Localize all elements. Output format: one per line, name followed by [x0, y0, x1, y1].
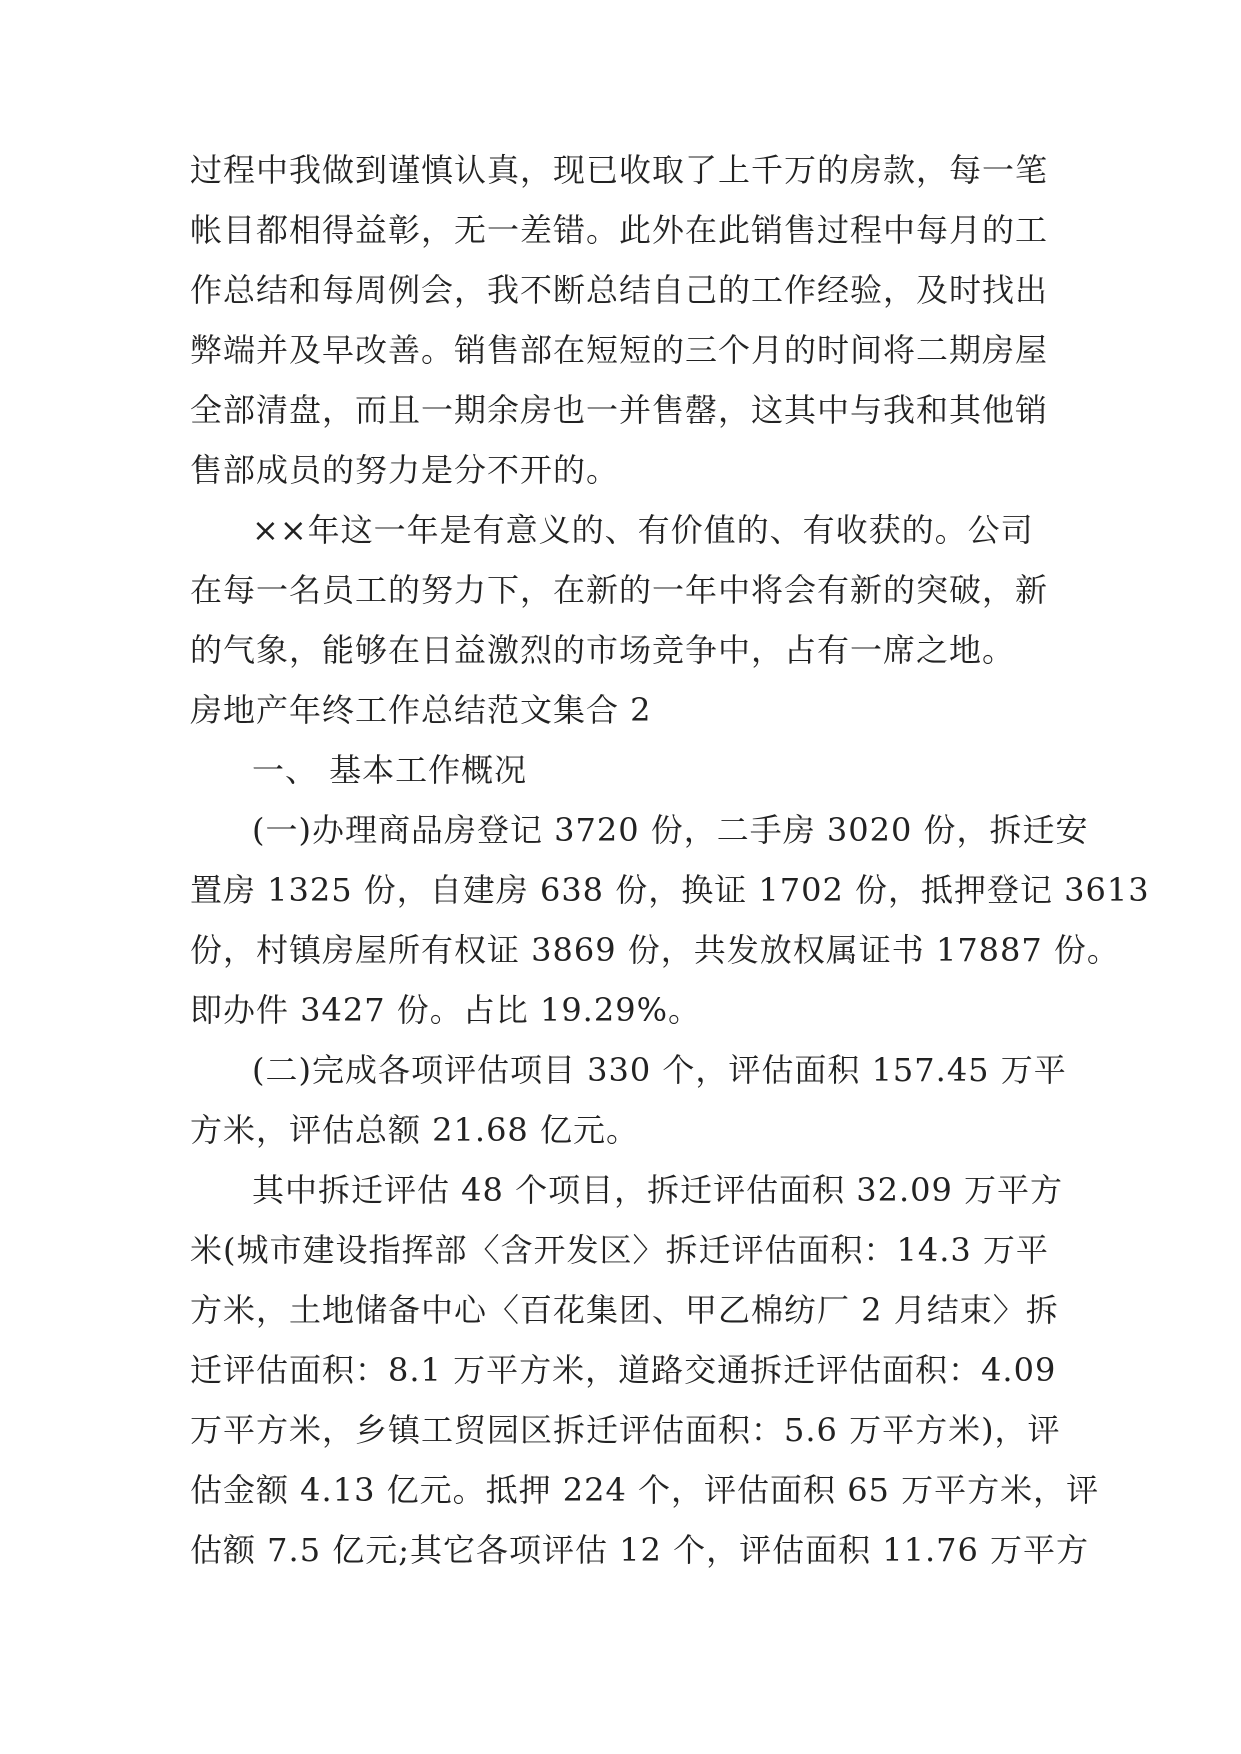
text-line: 万平方米，乡镇工贸园区拆迁评估面积：5.6 万平方米)，评 — [190, 1411, 1061, 1449]
text-line: 的气象，能够在日益激烈的市场竞争中，占有一席之地。 — [190, 631, 1016, 669]
paragraph-first-line: (一)办理商品房登记 3720 份，二手房 3020 份，拆迁安 — [252, 811, 1089, 849]
paragraph-first-line: ××年这一年是有意义的、有价值的、有收获的。公司 — [252, 511, 1034, 549]
section-title: 房地产年终工作总结范文集合 2 — [190, 691, 652, 729]
text-line: 迁评估面积：8.1 万平方米，道路交通拆迁评估面积：4.09 — [190, 1351, 1057, 1389]
text-line: 份，村镇房屋所有权证 3869 份，共发放权属证书 17887 份。 — [190, 931, 1120, 969]
section-heading: 一、 基本工作概况 — [252, 751, 528, 789]
paragraph-first-line: 其中拆迁评估 48 个项目，拆迁评估面积 32.09 万平方 — [252, 1171, 1064, 1209]
paragraph-first-line: (二)完成各项评估项目 330 个，评估面积 157.45 万平 — [252, 1051, 1067, 1089]
text-line: 即办件 3427 份。占比 19.29%。 — [190, 991, 701, 1029]
text-line: 方米，评估总额 21.68 亿元。 — [190, 1111, 639, 1149]
text-line: 售部成员的努力是分不开的。 — [190, 451, 620, 489]
text-line: 全部清盘，而且一期余房也一并售罄，这其中与我和其他销 — [190, 391, 1049, 429]
text-line: 估额 7.5 亿元;其它各项评估 12 个，评估面积 11.76 万平方 — [190, 1531, 1090, 1569]
text-line: 帐目都相得益彰，无一差错。此外在此销售过程中每月的工 — [190, 211, 1049, 249]
document-body — [190, 140, 1150, 1580]
text-line: 作总结和每周例会，我不断总结自己的工作经验，及时找出 — [190, 271, 1049, 309]
text-line: 方米，土地储备中心〈百花集团、甲乙棉纺厂 2 月结束〉拆 — [190, 1291, 1059, 1329]
text-line: 过程中我做到谨慎认真，现已收取了上千万的房款，每一笔 — [190, 151, 1049, 189]
text-line: 弊端并及早改善。销售部在短短的三个月的时间将二期房屋 — [190, 331, 1049, 369]
text-line: 在每一名员工的努力下，在新的一年中将会有新的突破，新 — [190, 571, 1049, 609]
text-line: 置房 1325 份，自建房 638 份，换证 1702 份，抵押登记 3613 — [190, 871, 1150, 909]
text-line: 估金额 4.13 亿元。抵押 224 个，评估面积 65 万平方米，评 — [190, 1471, 1100, 1509]
text-line: 米(城市建设指挥部〈含开发区〉拆迁评估面积：14.3 万平 — [190, 1231, 1049, 1269]
